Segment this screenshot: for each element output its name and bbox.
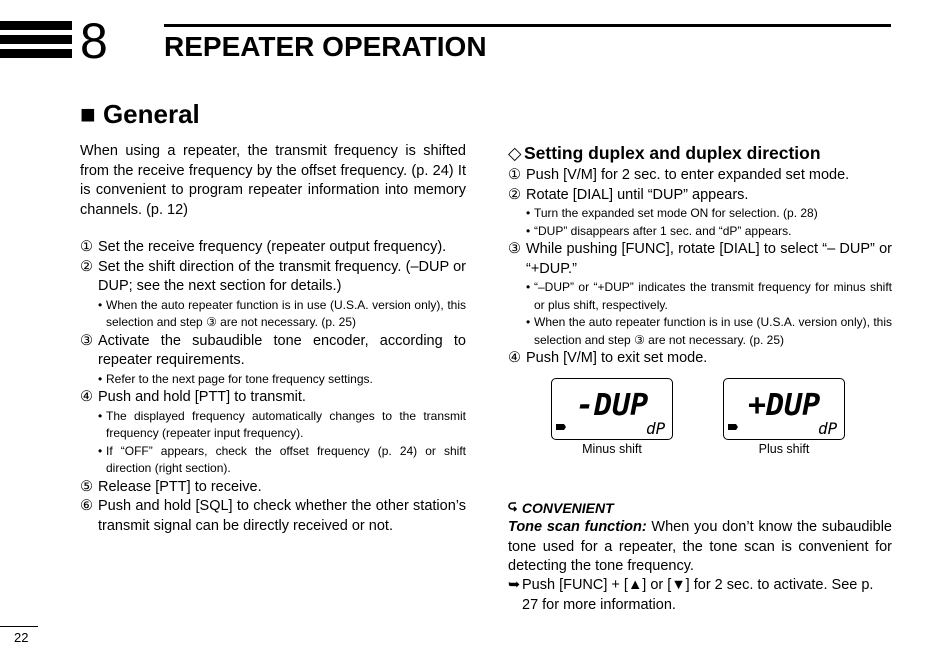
step-number: ①: [508, 167, 521, 183]
step-text: Rotate [DIAL] until “DUP” appears.: [526, 186, 749, 203]
diamond-icon: ◇: [508, 143, 522, 163]
step-note: • If “OFF” appears, check the offset frequency (p. 24) or shift direction (right section).: [98, 443, 466, 475]
step-note: • Turn the expanded set mode ON for selection. (p. 28): [526, 206, 818, 220]
step-2: [508, 186, 892, 206]
lcd-display-plus: [723, 378, 845, 440]
lcd-main-readout: +DUP: [748, 388, 821, 423]
convenient-title: CONVENIENT: [521, 500, 614, 516]
step-note: • Refer to the next page for tone frequency settings.: [98, 371, 373, 386]
chapter-number: 8: [80, 13, 108, 69]
step-number: ①: [80, 239, 93, 255]
step-text: Push [V/M] to exit set mode.: [526, 350, 708, 366]
chapter-title: REPEATER OPERATION: [164, 31, 487, 62]
caption-plus-shift: Plus shift: [758, 442, 810, 456]
left-column: [80, 142, 466, 536]
tone-scan-lead: Tone scan function:: [508, 519, 647, 535]
step-note: • “DUP” disappears after 1 sec. and “dP” appears.: [526, 223, 792, 238]
step-number: ③: [80, 332, 93, 349]
subsection-heading: [508, 142, 892, 164]
section-heading: [80, 99, 200, 129]
instruction-text: Push [FUNC] + [▲] or [▼] for 2 sec. to activate. See p. 27 for more information.: [522, 577, 874, 613]
step-text: Push [V/M] for 2 sec. to enter expanded set mode.: [526, 167, 850, 183]
step-4: [80, 388, 466, 408]
right-arrow-icon: ➥: [508, 577, 521, 593]
step-number: ③: [508, 241, 521, 257]
chapter-tab-bar-2: [0, 35, 72, 44]
step-text: Set the receive frequency (repeater output frequency).: [98, 239, 447, 255]
tone-scan-paragraph: [508, 518, 892, 577]
tone-scan-instruction: [508, 576, 892, 615]
step-text: While pushing [FUNC], rotate [DIAL] to select “– DUP” or “+DUP.”: [526, 241, 892, 277]
step-number: ⑤: [80, 478, 93, 495]
step-6: [80, 497, 466, 536]
lcd-sub-readout: dP: [818, 419, 838, 438]
intro-paragraph: When using a repeater, the transmit frequency is shifted from the receive frequency by the offset frequency. (p. 24) It is convenient to program repeater information into memory channels. (p. 12): [80, 143, 466, 218]
lcd-display-minus: [551, 378, 673, 440]
chapter-tab-bar-3: [0, 49, 72, 58]
tone-scan-text: When you don’t know the subaudible tone used for a repeater, the tone scan is convenient for detecting the tone frequency.: [508, 519, 892, 574]
convenient-label: [508, 499, 614, 517]
step-number: ④: [508, 350, 521, 366]
lcd-indicator-icon: [556, 424, 566, 430]
section-marker: ■: [80, 99, 96, 129]
step-number: ②: [80, 258, 93, 275]
step-note: • The displayed frequency automatically changes to the transmit frequency (repeater input frequency).: [98, 408, 466, 440]
step-4: [508, 349, 892, 369]
page-number-rule: [0, 626, 38, 627]
arrow-hook-icon: [508, 502, 518, 514]
page-number: 22: [14, 630, 29, 645]
lcd-main-readout: -DUP: [576, 388, 649, 423]
chapter-tab-bar-1: [0, 21, 72, 30]
lcd-graphic: [552, 379, 672, 439]
section-title: General: [102, 99, 200, 129]
lcd-sub-readout: dP: [646, 419, 666, 438]
step-number: ⑥: [80, 498, 93, 514]
caption-minus-shift: Minus shift: [582, 442, 642, 456]
step-2: [80, 258, 466, 297]
subsection-title: Setting duplex and duplex direction: [524, 143, 821, 163]
step-note: • When the auto repeater function is in use (U.S.A. version only), this selection and step ③ are not necessary. (p. 25): [526, 315, 892, 347]
step-1: [508, 166, 892, 186]
header-rule: [164, 24, 891, 27]
right-column: [508, 142, 892, 369]
step-text: Push and hold [SQL] to check whether the other station’s transmit signal can be directly received or not.: [98, 498, 466, 534]
step-text: Activate the subaudible tone encoder, according to repeater requirements.: [98, 332, 466, 368]
step-1: [80, 238, 466, 258]
lcd-graphic: [724, 379, 844, 439]
step-text: Release [PTT] to receive.: [98, 478, 262, 495]
step-note: • When the auto repeater function is in use (U.S.A. version only), this selection and step ③ are not necessary. (p. 25): [98, 297, 466, 329]
step-text: Set the shift direction of the transmit frequency. (–DUP or DUP; see the next section for details.): [98, 258, 466, 294]
step-number: ④: [80, 389, 93, 405]
lcd-indicator-icon: [728, 424, 738, 430]
step-note: • “–DUP” or “+DUP” indicates the transmit frequency for minus shift or plus shift, respectively.: [526, 280, 892, 312]
step-number: ②: [508, 186, 521, 203]
step-5: [80, 478, 466, 498]
step-text: Push and hold [PTT] to transmit.: [98, 389, 306, 405]
step-3: [80, 332, 466, 371]
step-3: [508, 240, 892, 279]
